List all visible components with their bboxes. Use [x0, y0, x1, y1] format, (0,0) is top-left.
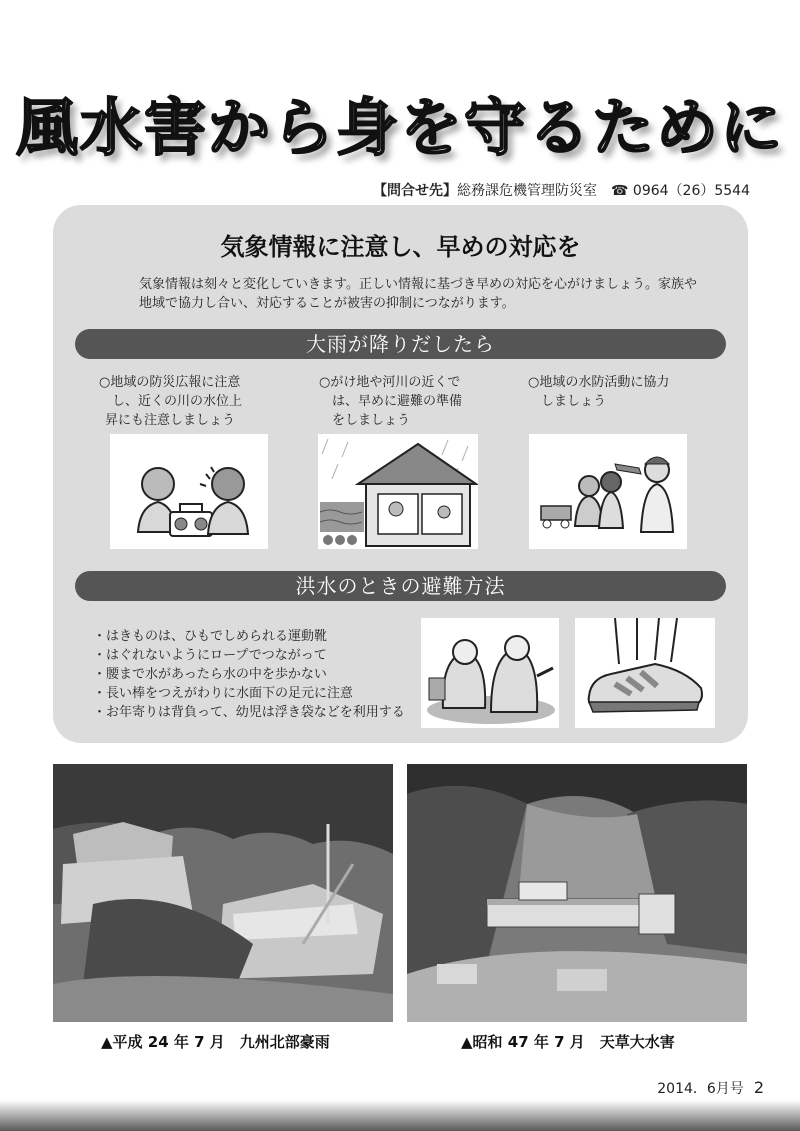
footer-bar: [0, 1100, 800, 1131]
house-in-rain-illustration: [318, 434, 478, 549]
flood-prevention-illustration: [529, 434, 687, 549]
photo-caption-2: ▲昭和 47 年 7 月 天草大水害: [461, 1033, 675, 1051]
issue-date: 2014．6月号: [657, 1081, 744, 1097]
evacuees-illustration: [421, 618, 559, 728]
photo-caption-1: ▲平成 24 年 7 月 九州北部豪雨: [101, 1033, 330, 1051]
sneaker-illustration: [575, 618, 715, 728]
photo-amakusa-flood: [407, 764, 747, 1022]
radio-listening-illustration: [110, 434, 268, 549]
list-item: ・ 腰まで水があったら水の中を歩かない: [93, 665, 405, 684]
panel-title: 気象情報に注意し、早めの対応を: [220, 233, 581, 261]
issue-footer: [657, 1078, 764, 1098]
weather-info-panel: [53, 205, 748, 743]
list-item: ・ はきものは、ひもでしめられる運動靴: [93, 627, 405, 646]
contact-label: 【問合せ先】: [373, 183, 458, 199]
tip-flood-prevention: ○地域の水防活動に協力 しましょう: [528, 375, 670, 409]
photo-kyushu-heavy-rain: [53, 764, 393, 1022]
contact-department: 総務課危機管理防災室: [457, 183, 598, 199]
page-number: 2: [753, 1078, 764, 1097]
telephone-icon: ☎: [611, 183, 629, 199]
flood-heading: 洪水のときの避難方法: [75, 571, 726, 601]
contact-phone: 0964（26）5544: [632, 183, 750, 199]
flood-evacuation-list: [93, 627, 405, 722]
tip-evacuation-prep: ○がけ地や河川の近くで は、早めに避難の準備 をしましょう: [319, 375, 463, 428]
page-title: 風水害から身を守るために: [15, 91, 784, 164]
panel-intro: 気象情報は刻々と変化していきます。正しい情報に基づき早めの対応を心がけましょう。家族や地域で協力し合い、対応することが被害の抑制につながります。: [139, 277, 697, 311]
list-item: ・ はぐれないようにロープでつながって: [93, 646, 405, 665]
list-item: ・ お年寄りは背負って、幼児は浮き袋などを利用する: [93, 703, 405, 722]
heavy-rain-heading: 大雨が降りだしたら: [75, 329, 726, 359]
contact-info: [373, 180, 750, 200]
tip-disaster-broadcast: ○地域の防災広報に注意 し、近くの川の水位上 昇にも注意しましょう: [99, 375, 243, 428]
list-item: ・ 長い棒をつえがわりに水面下の足元に注意: [93, 684, 405, 703]
